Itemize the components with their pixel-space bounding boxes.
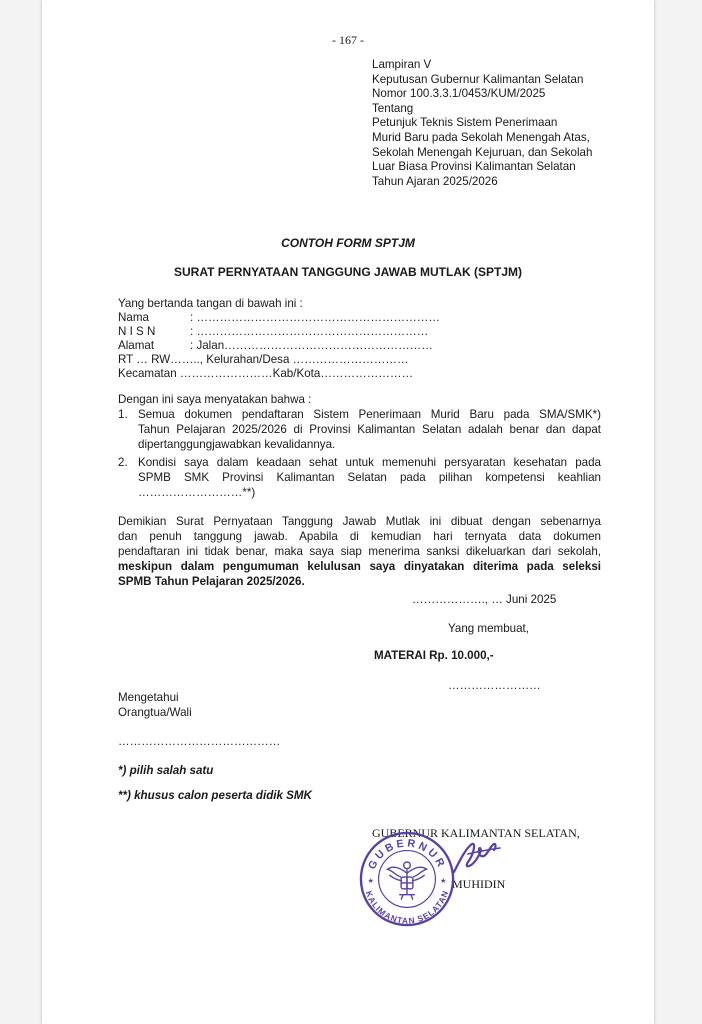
garuda-emblem-icon bbox=[387, 862, 426, 900]
official-stamp bbox=[358, 830, 456, 928]
footnote-1: *) pilih salah satu bbox=[118, 764, 214, 777]
rt-rw-line: RT … RW…….., Kelurahan/Desa ………………………… bbox=[118, 353, 409, 366]
governor-title: GUBERNUR KALIMANTAN SELATAN, bbox=[372, 826, 580, 840]
point-1-line: Semua dokumen pendaftaran Sistem Penerimaan Murid Baru pada SMA/SMK*) bbox=[138, 408, 601, 421]
statement-title: SURAT PERNYATAAN TANGGUNG JAWAB MUTLAK (SPTJM) bbox=[174, 265, 522, 279]
svg-text:★: ★ bbox=[367, 877, 374, 885]
closing-line-bold: meskipun dalam pengumuman kelulusan saya dinyatakan diterima pada seleksi bbox=[118, 560, 601, 573]
orangtua-wali: Orangtua/Wali bbox=[118, 706, 192, 719]
page-number: - 167 - bbox=[332, 33, 364, 47]
kecamatan-line: Kecamatan ……………………Kab/Kota…………………… bbox=[118, 367, 414, 380]
point-2-line: ………………………**) bbox=[138, 486, 256, 499]
closing-line-bold: SPMB Tahun Pelajaran 2025/2026. bbox=[118, 575, 305, 588]
lampiran-line: Sekolah Menengah Kejuruan, dan Sekolah bbox=[372, 145, 593, 159]
signer-dots: …………………… bbox=[448, 679, 541, 692]
form-title: CONTOH FORM SPTJM bbox=[281, 236, 415, 250]
date-line: ………………., … Juni 2025 bbox=[412, 593, 557, 606]
yang-membuat: Yang membuat, bbox=[448, 622, 529, 635]
point-number: 2. bbox=[118, 456, 128, 469]
lampiran-line: Keputusan Gubernur Kalimantan Selatan bbox=[372, 72, 584, 86]
lampiran-block bbox=[372, 58, 592, 189]
nisn-field: : …………………………………………………… bbox=[190, 325, 429, 338]
document-page bbox=[42, 0, 654, 1024]
mengetahui: Mengetahui bbox=[118, 691, 179, 704]
point-1-line: dipertanggungjawabkan kevalidannya. bbox=[138, 438, 336, 451]
stamp-bottom-text: KALIMANTAN SELATAN bbox=[363, 889, 451, 926]
point-number: 1. bbox=[118, 408, 128, 421]
declare-intro: Dengan ini saya menyatakan bahwa : bbox=[118, 393, 312, 406]
nisn-label: N I S N bbox=[118, 325, 156, 338]
lampiran-line: Murid Baru pada Sekolah Menengah Atas, bbox=[372, 130, 590, 144]
point-2-line: Kondisi saya dalam keadaan sehat untuk memenuhi persyaratan kesehatan pada bbox=[138, 456, 601, 469]
governor-name: MUHIDIN bbox=[452, 877, 506, 891]
lampiran-line: Tahun Ajaran 2025/2026 bbox=[372, 174, 498, 188]
stamp-top-text: GUBERNUR bbox=[366, 837, 448, 872]
lampiran-line: Nomor 100.3.3.1/0453/KUM/2025 bbox=[372, 87, 546, 101]
alamat-label: Alamat bbox=[118, 339, 155, 352]
nama-field: : ……………………………………………………… bbox=[190, 311, 440, 324]
lampiran-line: Luar Biasa Provinsi Kalimantan Selatan bbox=[372, 160, 576, 174]
alamat-field: : Jalan……………………………………………… bbox=[190, 339, 433, 352]
closing-line: dan penuh tanggung jawab. Apabila di kemudian hari ternyata data dokumen bbox=[118, 530, 601, 543]
nama-label: Nama bbox=[118, 311, 149, 324]
handwritten-signature bbox=[450, 838, 504, 878]
lampiran-line: Lampiran V bbox=[372, 58, 432, 71]
point-1-line: Tahun Pelajaran 2025/2026 di Provinsi Kalimantan Selatan adalah benar dan dapat bbox=[138, 423, 601, 436]
lampiran-line: Petunjuk Teknis Sistem Penerimaan bbox=[372, 116, 558, 130]
lampiran-line: Tentang bbox=[372, 101, 414, 115]
svg-text:★: ★ bbox=[440, 877, 447, 885]
intro-text: Yang bertanda tangan di bawah ini : bbox=[118, 297, 303, 310]
point-2-line: SPMB SMK Provinsi Kalimantan Selatan pada pilihan kompetensi keahlian bbox=[138, 471, 601, 484]
parent-signature-dots: …………………………………… bbox=[118, 735, 281, 748]
materai-label: MATERAI Rp. 10.000,- bbox=[374, 649, 494, 662]
footnote-2: **) khusus calon peserta didik SMK bbox=[118, 789, 312, 802]
closing-line: Demikian Surat Pernyataan Tanggung Jawab Mutlak ini dibuat dengan sebenarnya bbox=[118, 515, 601, 528]
closing-line: pendaftaran ini tidak benar, maka saya siap menerima sanksi dikeluarkan dari sekolah, bbox=[118, 545, 601, 558]
